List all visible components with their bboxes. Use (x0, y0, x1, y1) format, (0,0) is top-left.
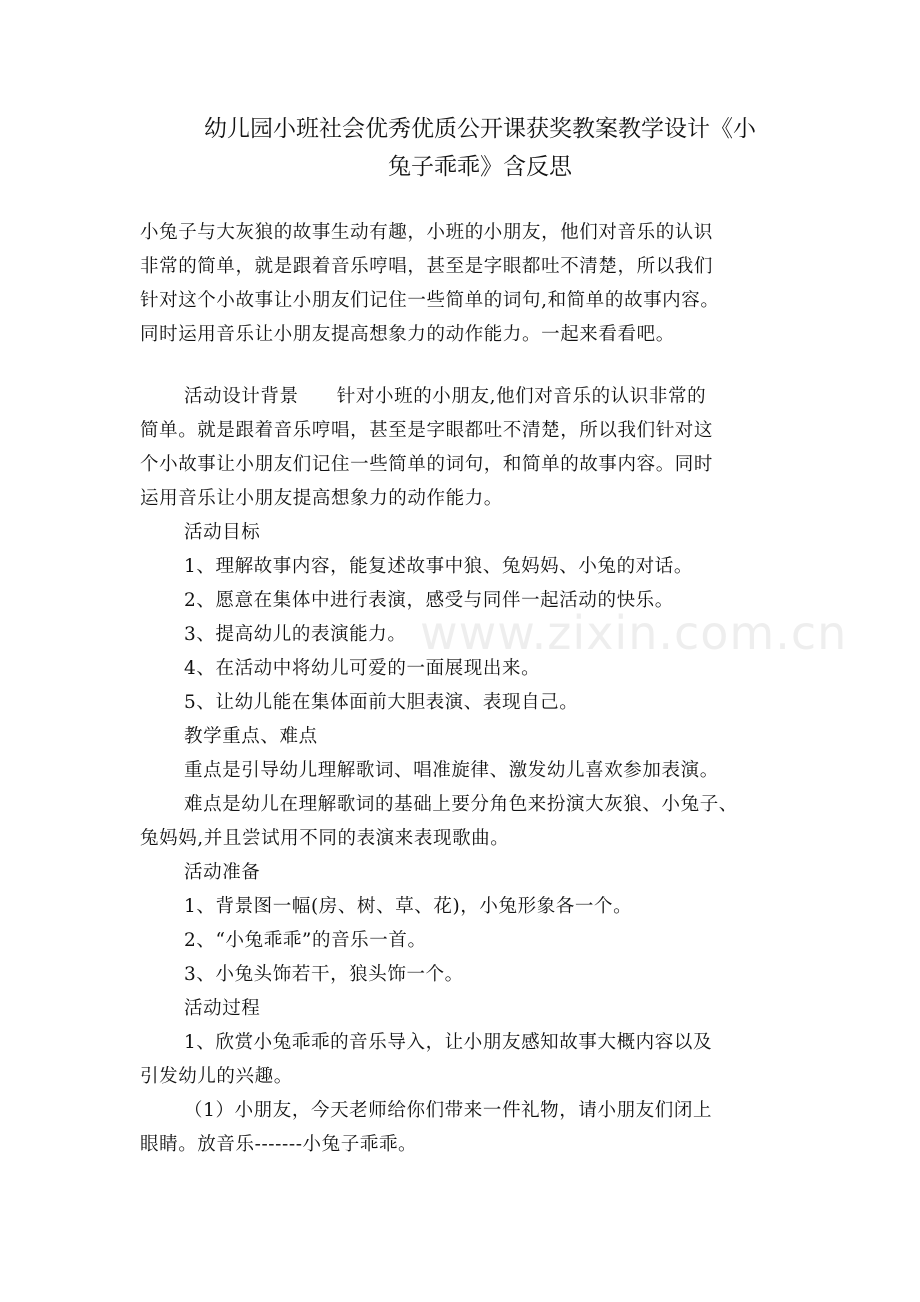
prep-item: 2、“小兔乖乖”的音乐一首。 (184, 930, 427, 951)
focus-heading: 教学重点、难点 (184, 726, 318, 747)
background-line: 简单。就是跟着音乐哼唱，甚至是字眼都吐不清楚，所以我们针对这 (140, 420, 714, 441)
process-step-line: 1、欣赏小兔乖乖的音乐导入，让小朋友感知故事大概内容以及 (184, 1032, 713, 1053)
prep-item: 1、背景图一幅(房、树、草、花)，小兔形象各一个。 (184, 896, 633, 917)
intro-line: 同时运用音乐让小朋友提高想象力的动作能力。一起来看看吧。 (140, 324, 675, 345)
prep-heading: 活动准备 (184, 862, 261, 883)
background-line: 运用音乐让小朋友提高想象力的动作能力。 (140, 488, 503, 509)
goal-item: 3、提高幼儿的表演能力。 (184, 624, 407, 645)
title-line-2: 兔子乖乖》含反思 (388, 154, 572, 180)
process-heading: 活动过程 (184, 998, 261, 1019)
goals-heading: 活动目标 (184, 522, 261, 543)
intro-line: 非常的简单，就是跟着音乐哼唱，甚至是字眼都吐不清楚，所以我们 (140, 256, 714, 277)
process-substep-line: （1）小朋友，今天老师给你们带来一件礼物，请小朋友们闭上 (184, 1100, 713, 1121)
title-line-1: 幼儿园小班社会优秀优质公开课获奖教案教学设计《小 (204, 116, 756, 142)
goal-item: 5、让幼儿能在集体面前大胆表演、表现自己。 (184, 692, 579, 713)
watermark-text: www.zixin.com.cn (420, 606, 848, 660)
prep-item: 3、小兔头饰若干，狼头饰一个。 (184, 964, 464, 985)
process-step-line: 引发幼儿的兴趣。 (140, 1066, 293, 1087)
focus-difficulty-line: 难点是幼儿在理解歌词的基础上要分角色来扮演大灰狼、小兔子、 (184, 794, 738, 815)
intro-line: 小兔子与大灰狼的故事生动有趣，小班的小朋友，他们对音乐的认识 (140, 222, 714, 243)
document-body (140, 216, 790, 1162)
background-line: 个小故事让小朋友们记住一些简单的词句，和简单的故事内容。同时 (140, 454, 714, 475)
process-substep-line: 眼睛。放音乐-------小兔子乖乖。 (140, 1134, 418, 1155)
focus-difficulty-line: 兔妈妈,并且尝试用不同的表演来表现歌曲。 (140, 828, 510, 849)
goal-item: 4、在活动中将幼儿可爱的一面展现出来。 (184, 658, 541, 679)
background-line: 活动设计背景 针对小班的小朋友,他们对音乐的认识非常的 (184, 386, 707, 407)
goal-item: 2、愿意在集体中进行表演，感受与同伴一起活动的快乐。 (184, 590, 674, 611)
goal-item: 1、理解故事内容，能复述故事中狼、兔妈妈、小兔的对话。 (184, 556, 693, 577)
paragraph-gap (140, 352, 790, 380)
focus-key-point: 重点是引导幼儿理解歌词、唱准旋律、激发幼儿喜欢参加表演。 (184, 760, 719, 781)
intro-line: 针对这个小故事让小朋友们记住一些简单的词句,和简单的故事内容。 (140, 290, 720, 311)
document-title (150, 110, 810, 186)
